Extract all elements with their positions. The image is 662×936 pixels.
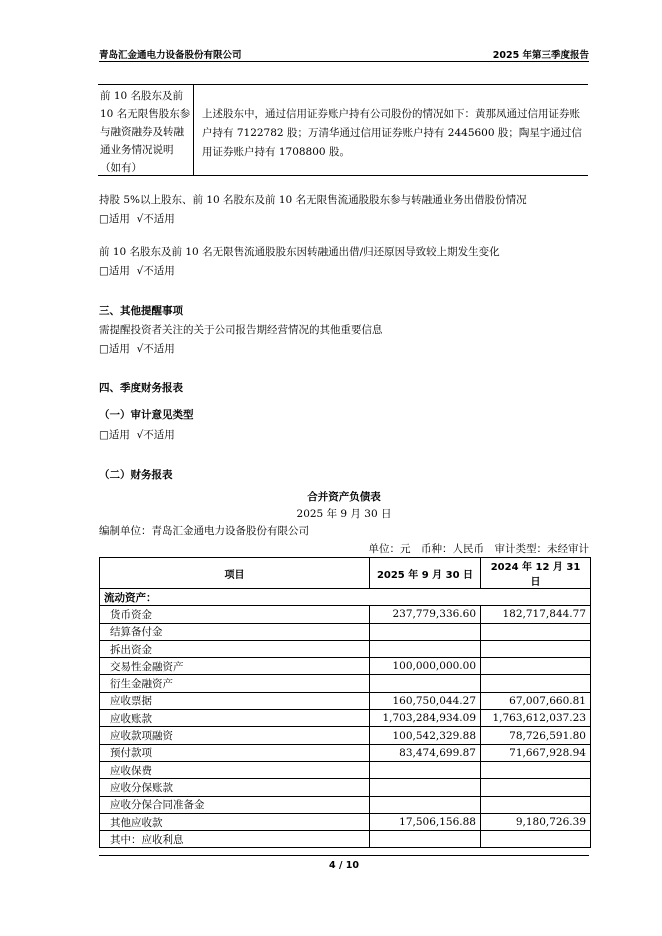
row-item: 预付款项 bbox=[100, 744, 370, 761]
row-item: 衍生金融资产 bbox=[100, 675, 370, 692]
section-3-text: 需提醒投资者关注的关于公司报告期经营情况的其他重要信息 bbox=[99, 324, 383, 336]
checkbox-row-4 bbox=[99, 427, 175, 442]
not-applicable-option: √不适用 bbox=[136, 343, 175, 355]
row-previous bbox=[481, 640, 591, 657]
not-applicable-option: √不适用 bbox=[136, 265, 175, 277]
row-current bbox=[370, 779, 481, 796]
table-row bbox=[100, 796, 591, 813]
table-section-row bbox=[100, 589, 591, 606]
column-header-item: 项目 bbox=[100, 558, 370, 589]
row-current: 237,779,336.60 bbox=[370, 606, 481, 623]
statement-meta: 单位：元 币种：人民币 审计类型：未经审计 bbox=[368, 543, 589, 555]
row-current: 100,542,329.88 bbox=[370, 727, 481, 744]
row-item: 货币资金 bbox=[100, 606, 370, 623]
section-3-heading: 三、其他提醒事项 bbox=[99, 305, 183, 317]
audit-opinion-heading: （一）审计意见类型 bbox=[99, 409, 194, 421]
row-current bbox=[370, 796, 481, 813]
shareholder-note-box bbox=[98, 84, 588, 176]
column-header-previous: 2024 年 12 月 31 日 bbox=[481, 558, 591, 589]
row-previous: 9,180,726.39 bbox=[481, 813, 591, 830]
report-title: 2025 年第三季度报告 bbox=[492, 50, 589, 61]
row-current bbox=[370, 831, 481, 848]
row-previous: 67,007,660.81 bbox=[481, 692, 591, 709]
table-row bbox=[100, 710, 591, 727]
table-row bbox=[100, 640, 591, 657]
row-current: 1,703,284,934.09 bbox=[370, 710, 481, 727]
note-text: 上述股东中，通过信用证券账户持有公司股份的情况如下：黄那凤通过信用证券账户持有 7122782 股；万清华通过信用证券账户持有 2445600 股；陶星宇通过信用证券账户持有 1708800 股。 bbox=[202, 108, 582, 158]
row-previous bbox=[481, 796, 591, 813]
table-row bbox=[100, 692, 591, 709]
row-current: 17,506,156.88 bbox=[370, 813, 481, 830]
table-row bbox=[100, 606, 591, 623]
table-row bbox=[100, 813, 591, 830]
row-current bbox=[370, 761, 481, 778]
checkbox-row-2 bbox=[99, 263, 175, 278]
page-number: 4 / 10 bbox=[329, 860, 359, 871]
table-header-row bbox=[100, 558, 591, 589]
row-previous bbox=[481, 831, 591, 848]
row-item: 应收分保账款 bbox=[100, 779, 370, 796]
row-current: 100,000,000.00 bbox=[370, 658, 481, 675]
financial-statements-heading: （二）财务报表 bbox=[99, 469, 173, 481]
row-item: 拆出资金 bbox=[100, 640, 370, 657]
section-change-text: 前 10 名股东及前 10 名无限售流通股股东因转融通出借/归还原因导致较上期发生变化 bbox=[99, 246, 500, 258]
table-row bbox=[100, 779, 591, 796]
table-row bbox=[100, 831, 591, 848]
section-4-heading: 四、季度财务报表 bbox=[99, 382, 183, 394]
row-previous: 71,667,928.94 bbox=[481, 744, 591, 761]
row-item: 应收账款 bbox=[100, 710, 370, 727]
row-item: 应收票据 bbox=[100, 692, 370, 709]
row-current bbox=[370, 675, 481, 692]
table-row bbox=[100, 761, 591, 778]
footer-divider bbox=[99, 855, 589, 856]
row-previous bbox=[481, 779, 591, 796]
applicable-option: □适用 bbox=[99, 213, 130, 225]
row-current: 83,474,699.87 bbox=[370, 744, 481, 761]
table-row bbox=[100, 744, 591, 761]
row-current bbox=[370, 623, 481, 640]
row-current bbox=[370, 640, 481, 657]
table-row bbox=[100, 623, 591, 640]
row-item: 交易性金融资产 bbox=[100, 658, 370, 675]
table-row bbox=[100, 675, 591, 692]
row-item: 其他应收款 bbox=[100, 813, 370, 830]
row-item: 应收款项融资 bbox=[100, 727, 370, 744]
row-previous: 78,726,591.80 bbox=[481, 727, 591, 744]
applicable-option: □适用 bbox=[99, 429, 130, 441]
table-row bbox=[100, 658, 591, 675]
row-previous bbox=[481, 658, 591, 675]
statement-title: 合并资产负债表 bbox=[307, 491, 381, 503]
row-item: 其中：应收利息 bbox=[100, 831, 370, 848]
row-item: 应收分保合同准备金 bbox=[100, 796, 370, 813]
row-previous: 1,763,612,037.23 bbox=[481, 710, 591, 727]
checkbox-row-1 bbox=[99, 211, 175, 226]
applicable-option: □适用 bbox=[99, 265, 130, 277]
not-applicable-option: √不适用 bbox=[136, 429, 175, 441]
balance-sheet-table bbox=[99, 557, 591, 848]
section-lending-text: 持股 5%以上股东、前 10 名股东及前 10 名无限售流通股股东参与转融通业务出借股份情况 bbox=[99, 194, 527, 206]
row-previous: 182,717,844.77 bbox=[481, 606, 591, 623]
row-item: 结算备付金 bbox=[100, 623, 370, 640]
row-previous bbox=[481, 623, 591, 640]
row-current: 160,750,044.27 bbox=[370, 692, 481, 709]
not-applicable-option: √不适用 bbox=[136, 213, 175, 225]
statement-date: 2025 年 9 月 30 日 bbox=[296, 508, 392, 520]
page-header bbox=[99, 47, 589, 61]
checkbox-row-3 bbox=[99, 341, 175, 356]
table-row bbox=[100, 727, 591, 744]
note-label: 前 10 名股东及前 10 名无限售股东参与融资融券及转融通业务情况说明（如有） bbox=[98, 85, 194, 175]
row-previous bbox=[481, 675, 591, 692]
company-name: 青岛汇金通电力设备股份有限公司 bbox=[99, 50, 242, 61]
column-header-current: 2025 年 9 月 30 日 bbox=[370, 558, 481, 589]
row-previous bbox=[481, 761, 591, 778]
header-divider bbox=[99, 61, 589, 62]
row-item: 应收保费 bbox=[100, 761, 370, 778]
statement-preparer: 编制单位：青岛汇金通电力设备股份有限公司 bbox=[99, 525, 309, 537]
section-label: 流动资产： bbox=[100, 589, 370, 606]
applicable-option: □适用 bbox=[99, 343, 130, 355]
